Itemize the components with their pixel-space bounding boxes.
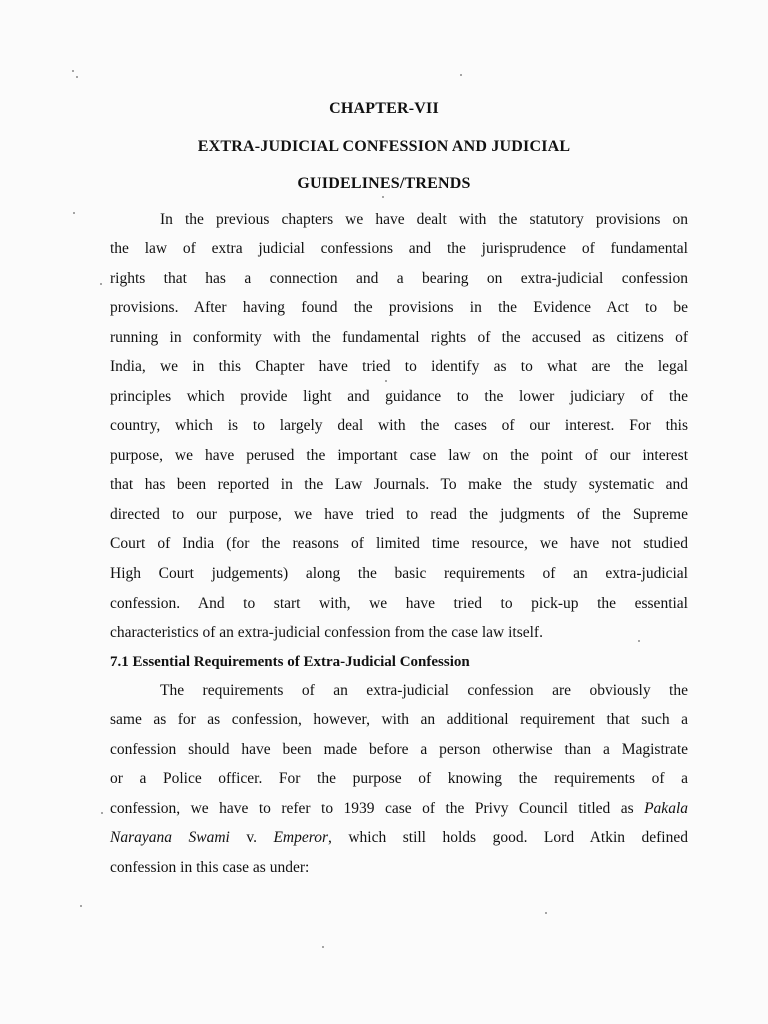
scan-speck bbox=[76, 76, 78, 78]
paragraph-1-line: High Court judgements) along the basic requirements of an extra-judicial bbox=[110, 565, 688, 582]
chapter-label: CHAPTER-VII bbox=[329, 100, 439, 117]
paragraph-2-line: confession in this case as under: bbox=[110, 859, 310, 876]
section-heading: 7.1 Essential Requirements of Extra-Judicial Confession bbox=[110, 654, 470, 670]
paragraph-1-line: rights that has a connection and a bearing on extra-judicial confession bbox=[110, 270, 688, 287]
paragraph-1-line: provisions. After having found the provisions in the Evidence Act to be bbox=[110, 299, 688, 316]
line-text: confession, we have to refer to 1939 case of the Privy Council titled as bbox=[110, 800, 645, 817]
scan-speck bbox=[73, 212, 75, 214]
paragraph-1-line: characteristics of an extra-judicial confession from the case law itself. bbox=[110, 624, 543, 641]
case-name-italic: Pakala bbox=[644, 800, 688, 817]
chapter-title-line-2: GUIDELINES/TRENDS bbox=[297, 175, 471, 192]
scan-speck bbox=[100, 283, 102, 285]
scan-speck bbox=[460, 74, 462, 76]
paragraph-1-line: In the previous chapters we have dealt with the statutory provisions on bbox=[160, 211, 688, 228]
paragraph-2-line: same as for as confession, however, with an additional requirement that such a bbox=[110, 711, 688, 728]
paragraph-2-line: or a Police officer. For the purpose of knowing the requirements of a bbox=[110, 770, 688, 787]
scan-speck bbox=[545, 912, 547, 914]
scan-speck bbox=[72, 70, 74, 72]
paragraph-1-line: purpose, we have perused the important case law on the point of our interest bbox=[110, 447, 688, 464]
paragraph-1-line: principles which provide light and guidance to the lower judiciary of the bbox=[110, 388, 688, 405]
paragraph-1-line: the law of extra judicial confessions and the jurisprudence of fundamental bbox=[110, 240, 688, 257]
paragraph-2-line bbox=[110, 799, 688, 819]
line-text: v. bbox=[229, 829, 274, 846]
scan-speck bbox=[80, 905, 82, 907]
paragraph-1-line: that has been reported in the Law Journals. To make the study systematic and bbox=[110, 476, 688, 493]
paragraph-1-line: Court of India (for the reasons of limited time resource, we have not studied bbox=[110, 535, 688, 552]
paragraph-2-line bbox=[110, 828, 688, 848]
paragraph-1-line: country, which is to largely deal with the cases of our interest. For this bbox=[110, 417, 688, 434]
scan-speck bbox=[322, 946, 324, 948]
paragraph-1-line: directed to our purpose, we have tried to read the judgments of the Supreme bbox=[110, 506, 688, 523]
paragraph-2-line: The requirements of an extra-judicial confession are obviously the bbox=[160, 682, 688, 699]
case-name-italic: Emperor bbox=[273, 829, 328, 846]
scan-speck bbox=[101, 812, 103, 814]
chapter-title-line-1: EXTRA-JUDICIAL CONFESSION AND JUDICIAL bbox=[197, 138, 571, 155]
scan-speck bbox=[385, 380, 387, 382]
scan-speck bbox=[638, 640, 640, 642]
paragraph-1-line: running in conformity with the fundamental rights of the accused as citizens of bbox=[110, 329, 688, 346]
line-text: , which still holds good. Lord Atkin defined bbox=[327, 829, 688, 846]
paragraph-2-line: confession should have been made before a person otherwise than a Magistrate bbox=[110, 741, 688, 758]
scan-speck bbox=[382, 196, 384, 198]
paragraph-1-line: India, we in this Chapter have tried to identify as to what are the legal bbox=[110, 358, 688, 375]
paragraph-1-line: confession. And to start with, we have tried to pick-up the essential bbox=[110, 595, 688, 612]
case-name-italic: Narayana Swami bbox=[110, 829, 230, 846]
